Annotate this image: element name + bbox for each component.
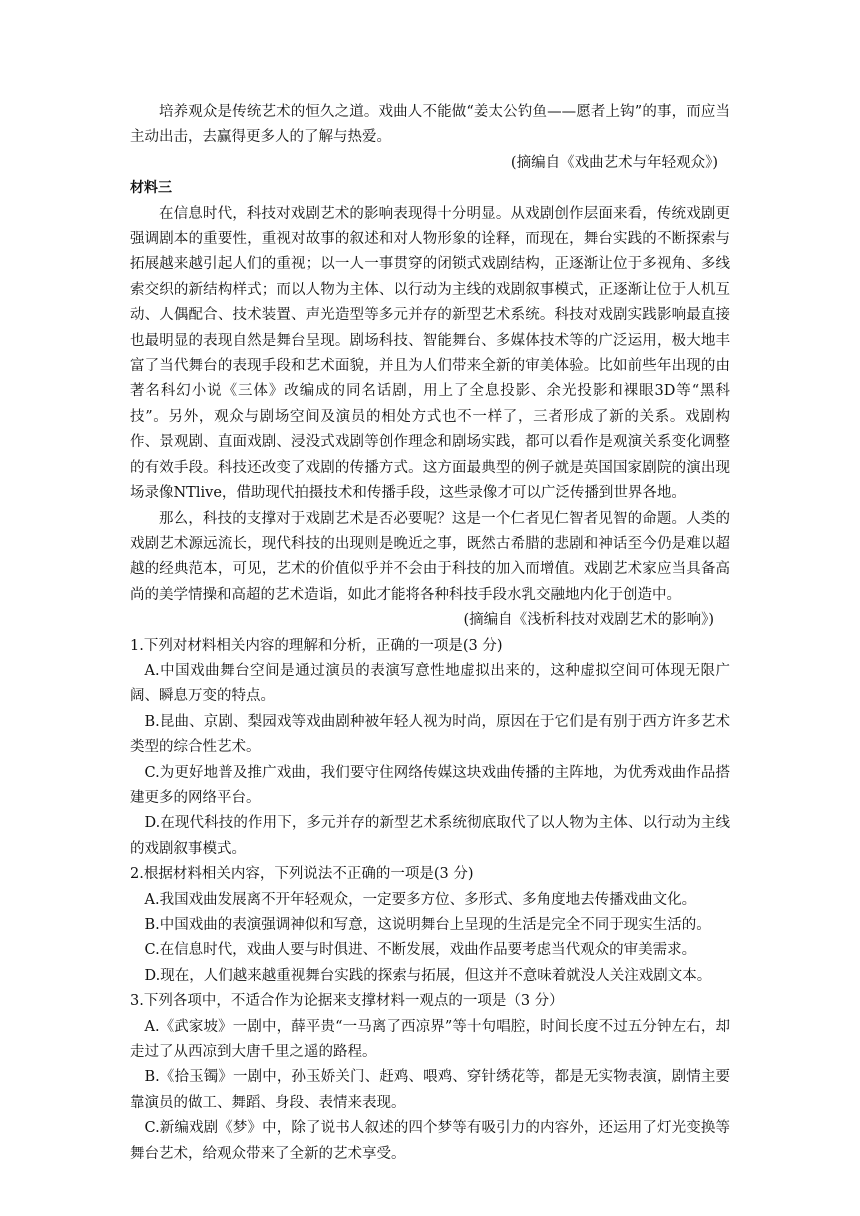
option-b: B.昆曲、京剧、梨园戏等戏曲剧种被年轻人视为时尚，原因在于它们是有别于西方许多艺术类型的综合性艺术。 — [130, 713, 730, 756]
question-stem: 1.下列对材料相关内容的理解和分析，正确的一项是(3 分) — [130, 637, 503, 654]
source-citation-2: (摘编自《戏曲艺术与年轻观众》) — [510, 154, 718, 171]
question-stem: 2.根据材料相关内容，下列说法不正确的一项是(3 分) — [130, 866, 474, 883]
option-c: C.在信息时代，戏曲人要与时俱进、不断发展，戏曲作品要考虑当代观众的审美需求。 — [144, 942, 697, 959]
intro-paragraph: 培养观众是传统艺术的恒久之道。戏曲人不能做“姜太公钓鱼——愿者上钩”的事，而应当主动出击，去赢得更多人的了解与热爱。 — [130, 104, 730, 146]
question-2 — [130, 862, 730, 989]
source-citation-3: (摘编自《浅析科技对戏剧艺术的影响》) — [463, 612, 714, 629]
option-d: D.现在，人们越来越重视舞台实践的探索与拓展，但这并不意味着就没人关注戏剧文本。 — [144, 967, 712, 984]
material-3-heading: 材料三 — [130, 180, 172, 197]
option-b: B.《拾玉镯》一剧中，孙玉娇关门、赶鸡、喂鸡、穿针绣花等，都是无实物表演，剧情主要靠演员的做工、舞蹈、身段、表情来表现。 — [130, 1069, 730, 1111]
option-c: C.为更好地普及推广戏曲，我们要守住网络传媒这块戏曲传播的主阵地，为优秀戏曲作品搭建更多的网络平台。 — [130, 764, 730, 806]
option-d: D.在现代科技的作用下，多元并存的新型艺术系统彻底取代了以人物为主体、以行动为主线的戏剧叙事模式。 — [130, 815, 730, 857]
option-a: A.中国戏曲舞台空间是通过演员的表演写意性地虚拟出来的，这种虚拟空间可体现无限广阔、瞬息万变的特点。 — [130, 662, 730, 705]
option-c: C.新编戏剧《梦》中，除了说书人叙述的四个梦等有吸引力的内容外，还运用了灯光变换等舞台艺术，给观众带来了全新的艺术享受。 — [130, 1120, 730, 1162]
material-3-paragraph-2: 那么，科技的支撑对于戏剧艺术是否必要呢？这是一个仁者见仁智者见智的命题。人类的戏剧艺术源远流长，现代科技的出现则是晚近之事，既然古希腊的悲剧和神话至今仍是难以超越的经典范本，可见，艺术的价值似乎并不会由于科技的加入而增值。戏剧艺术家应当具备高尚的美学情操和高超的艺术造诣，如此才能将各种科技手段水乳交融地内化于创造中。 — [130, 510, 730, 603]
option-a: A.我国戏曲发展离不开年轻观众，一定要多方位、多形式、多角度地去传播戏曲文化。 — [144, 891, 697, 908]
question-1 — [130, 634, 730, 863]
option-b: B.中国戏曲的表演强调神似和写意，这说明舞台上呈现的生活是完全不同于现实生活的。 — [144, 917, 711, 933]
material-3-paragraph-1: 在信息时代，科技对戏剧艺术的影响表现得十分明显。从戏剧创作层面来看，传统戏剧更强调剧本的重要性，重视对故事的叙述和对人物形象的诠释，而现在，舞台实践的不断探索与拓展越来越引起人们的重视；以一人一事贯穿的闭锁式戏剧结构，正逐渐让位于多视角、多线索交织的新结构样式；而以人物为主体、以行动为主线的戏剧叙事模式，正逐渐让位于人机互动、人偶配合、技术装置、声光造型等多元并存的新型艺术系统。科技对戏剧实践影响最直接也最明显的表现自然是舞台呈现。剧场科技、智能舞台、多媒体技术等的广泛运用，极大地丰富了当代舞台的表现手段和艺术面貌，并且为人们带来全新的审美体验。比如前些年出现的由著名科幻小说《三体》改编成的同名话剧，用上了全息投影、余光投影和裸眼3D等“黑科技”。另外，观众与剧场空间及演员的相处方式也不一样了，三者形成了新的关系。戏剧构作、景观剧、直面戏剧、浸没式戏剧等创作理念和剧场实践，都可以看作是观演关系变化调整的有效手段。科技还改变了戏剧的传播方式。这方面最典型的例子就是英国国家剧院的演出现场录像NTlive，借助现代拍摄技术和传播手段，这些录像才可以广泛传播到世界各地。 — [130, 205, 730, 502]
question-stem: 3.下列各项中，不适合作为论据来支撑材料一观点的一项是（3 分） — [130, 993, 564, 1010]
question-3 — [130, 989, 730, 1167]
option-a: A.《武家坡》一剧中，薛平贵“一马离了西凉界”等十句唱腔，时间长度不过五分钟左右，却走过了从西凉到大唐千里之遥的路程。 — [130, 1018, 730, 1061]
document-page — [130, 100, 730, 1167]
